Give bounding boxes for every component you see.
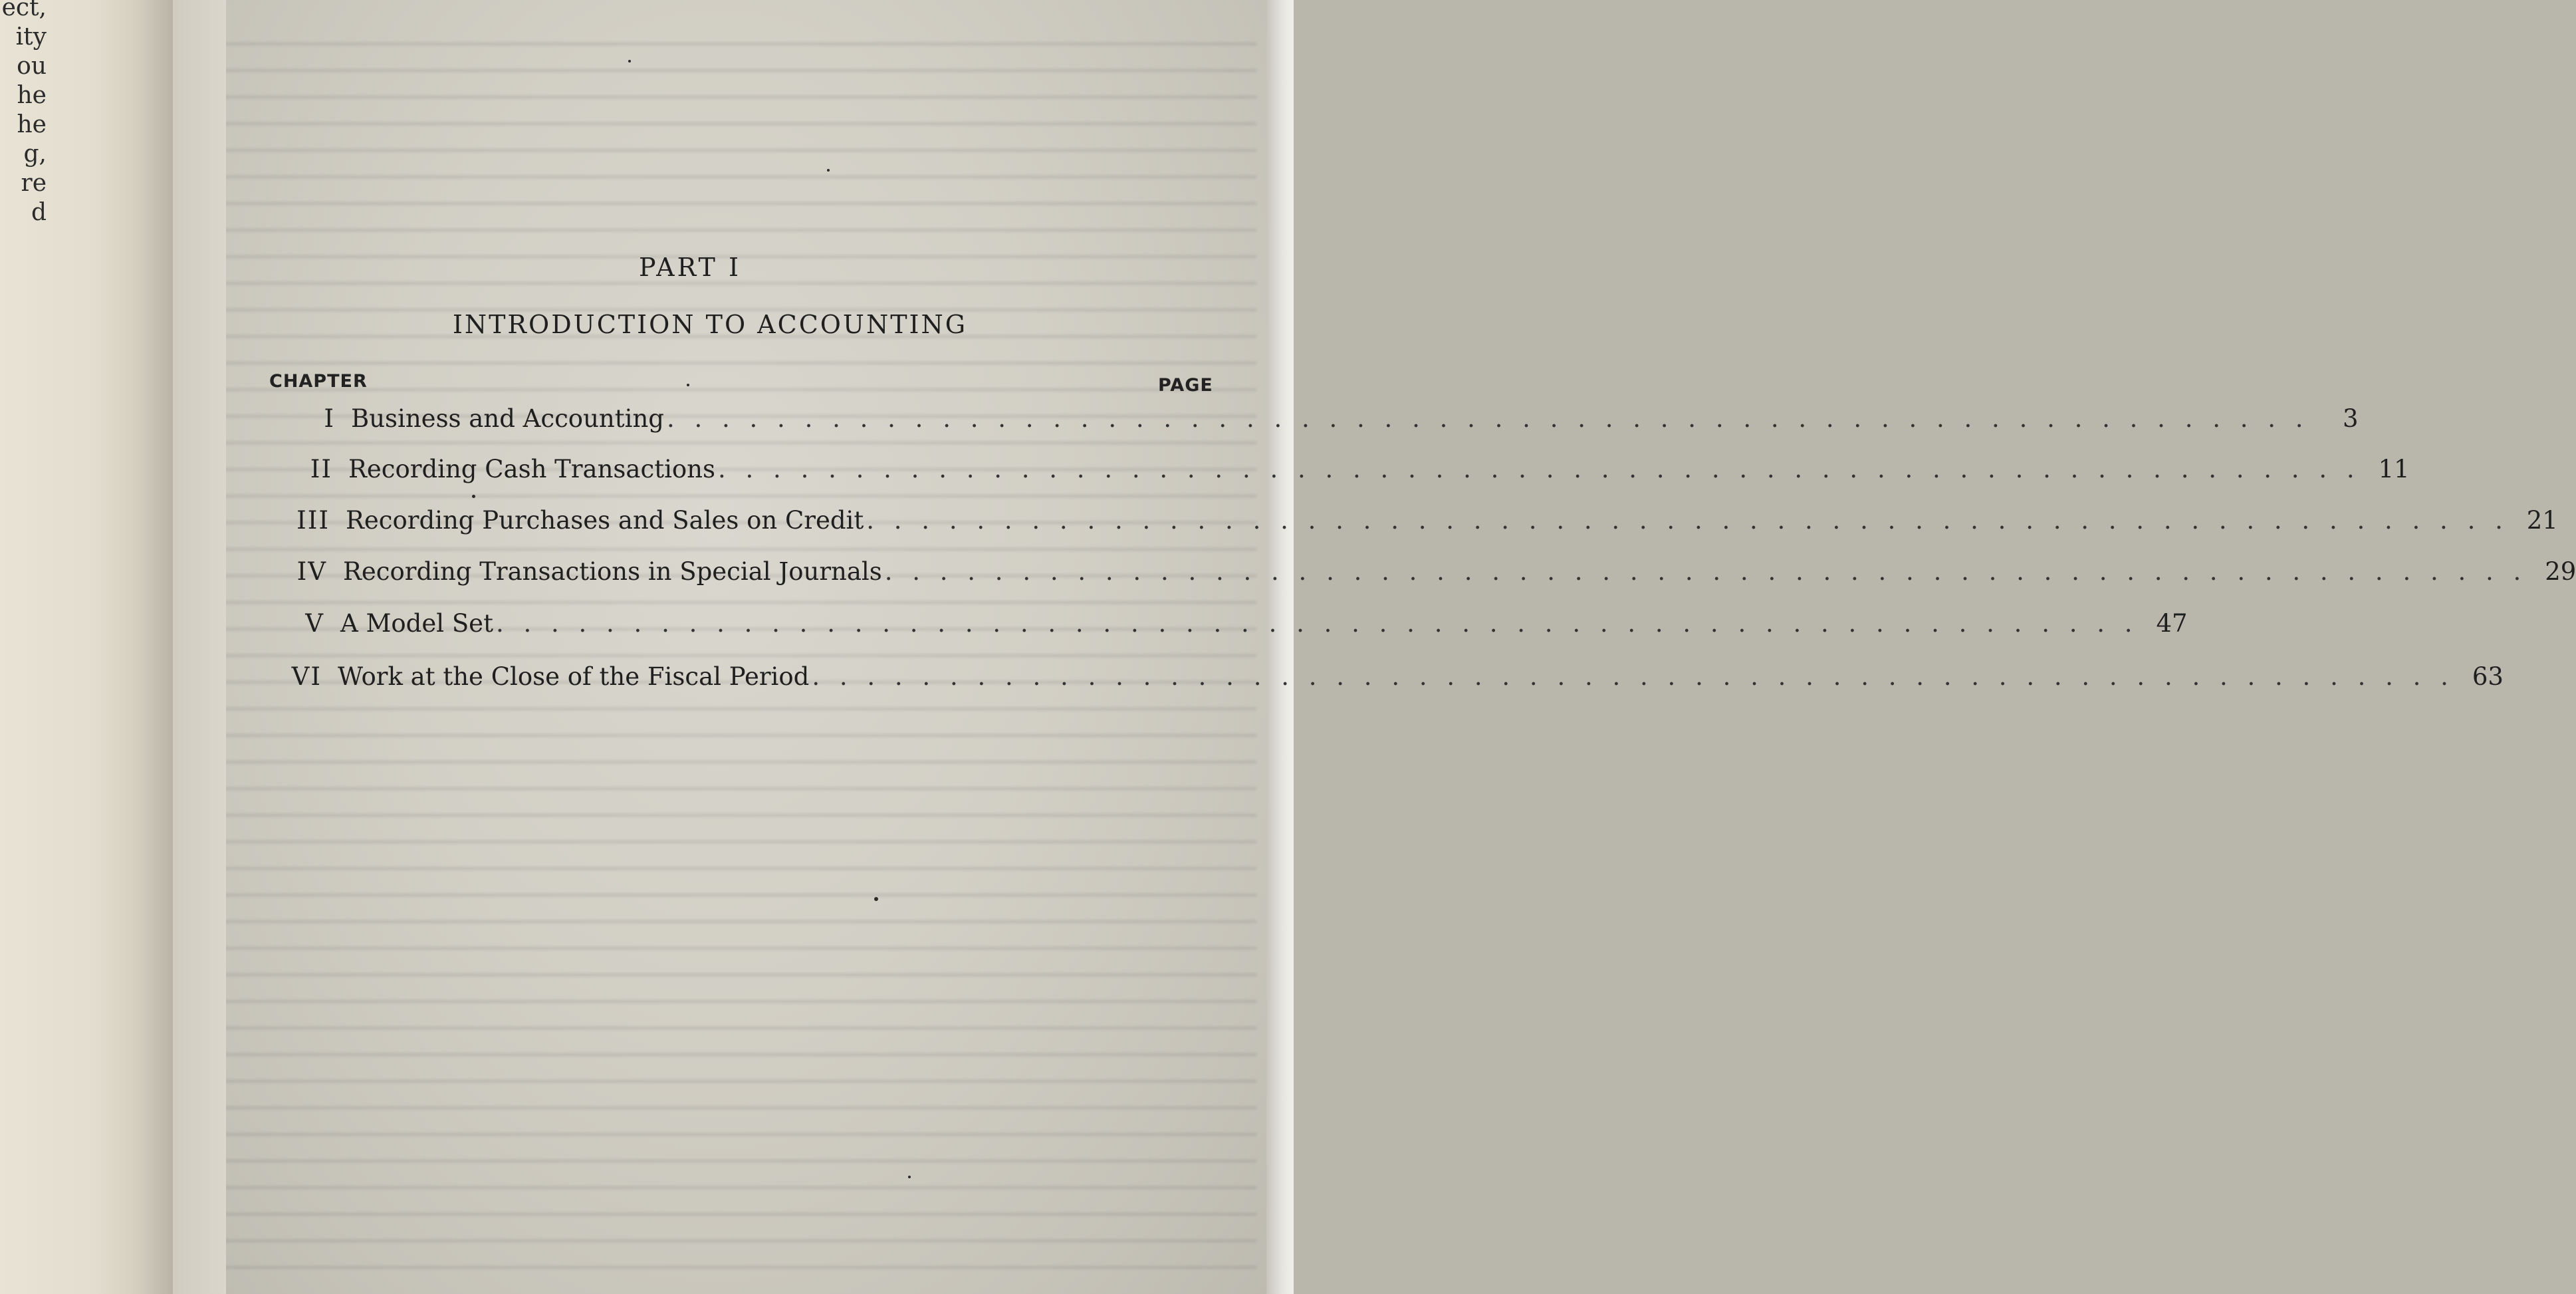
chapter-title: Recording Purchases and Sales on Credit bbox=[346, 506, 864, 535]
left-fragment: ect, bbox=[1, 0, 47, 21]
page-column-header: PAGE bbox=[1158, 375, 1213, 396]
left-fragment: he bbox=[17, 111, 47, 138]
toc-entry bbox=[282, 609, 2188, 642]
dot-leader: . . . . . . . . . . . . . . . . . . . . . . . . . . . . . . . . . . . . . . . . . . . . . . . . . . . . . . . . . . . . bbox=[666, 404, 2309, 433]
toc-entry bbox=[293, 404, 2359, 438]
paper-speck bbox=[472, 495, 475, 498]
left-fragment: d bbox=[31, 199, 47, 226]
part-heading: PART I bbox=[639, 253, 741, 282]
show-through-text bbox=[219, 27, 1256, 1277]
chapter-number: I bbox=[324, 404, 335, 433]
paper-speck bbox=[827, 169, 830, 172]
dot-leader: . . . . . . . . . . . . . . . . . . . . . . . . . . . . . . . . . . . . . . . . . . . . . . . . . . . . . . . . . . . . bbox=[812, 662, 2454, 691]
left-page-text bbox=[2, 0, 47, 227]
page-number: 29 bbox=[2545, 557, 2576, 586]
dot-leader: . . . . . . . . . . . . . . . . . . . . . . . . . . . . . . . . . . . . . . . . . . . . . . . . . . . . . . . . . . . . bbox=[718, 455, 2361, 483]
chapter-title: Business and Accounting bbox=[351, 404, 664, 433]
dot-leader: . . . . . . . . . . . . . . . . . . . . . . . . . . . . . . . . . . . . . . . . . . . . . . . . . . . . . . . . . . . . bbox=[884, 557, 2527, 586]
paper-speck bbox=[687, 384, 689, 386]
page-edge bbox=[1266, 0, 1294, 1294]
left-fragment: g, bbox=[23, 140, 47, 168]
left-fragment: he bbox=[17, 82, 47, 109]
toc-entry bbox=[290, 455, 2410, 488]
toc-entry bbox=[287, 506, 2558, 539]
chapter-title: Recording Cash Transactions bbox=[348, 455, 716, 483]
paper-speck bbox=[908, 1176, 911, 1178]
left-fragment: re bbox=[21, 170, 47, 197]
chapter-number: V bbox=[305, 609, 324, 638]
page-number: 3 bbox=[2343, 404, 2359, 433]
chapter-title: Work at the Close of the Fiscal Period bbox=[338, 662, 810, 691]
chapter-column-header: CHAPTER bbox=[269, 371, 368, 392]
toc-entry bbox=[285, 557, 2576, 590]
left-page bbox=[0, 0, 173, 1294]
paper-speck bbox=[628, 60, 631, 63]
page-number: 63 bbox=[2472, 662, 2504, 691]
section-heading: INTRODUCTION TO ACCOUNTING bbox=[452, 310, 968, 339]
chapter-title: A Model Set bbox=[340, 609, 493, 638]
chapter-number: VI bbox=[291, 662, 322, 691]
chapter-number: III bbox=[296, 506, 330, 535]
toc-entry bbox=[279, 662, 2504, 696]
dot-leader: . . . . . . . . . . . . . . . . . . . . . . . . . . . . . . . . . . . . . . . . . . . . . . . . . . . . . . . . . . . . bbox=[866, 506, 2509, 535]
page-number: 47 bbox=[2156, 609, 2188, 638]
paper-speck bbox=[874, 897, 878, 901]
dot-leader: . . . . . . . . . . . . . . . . . . . . . . . . . . . . . . . . . . . . . . . . . . . . . . . . . . . . . . . . . . . . bbox=[495, 609, 2139, 638]
left-fragment: ity bbox=[15, 23, 47, 51]
chapter-title: Recording Transactions in Special Journals bbox=[343, 557, 882, 586]
chapter-number: IV bbox=[296, 557, 327, 586]
page-number: 11 bbox=[2378, 455, 2410, 483]
page-number: 21 bbox=[2526, 506, 2558, 535]
left-fragment: ou bbox=[17, 53, 47, 80]
chapter-number: II bbox=[310, 455, 332, 483]
